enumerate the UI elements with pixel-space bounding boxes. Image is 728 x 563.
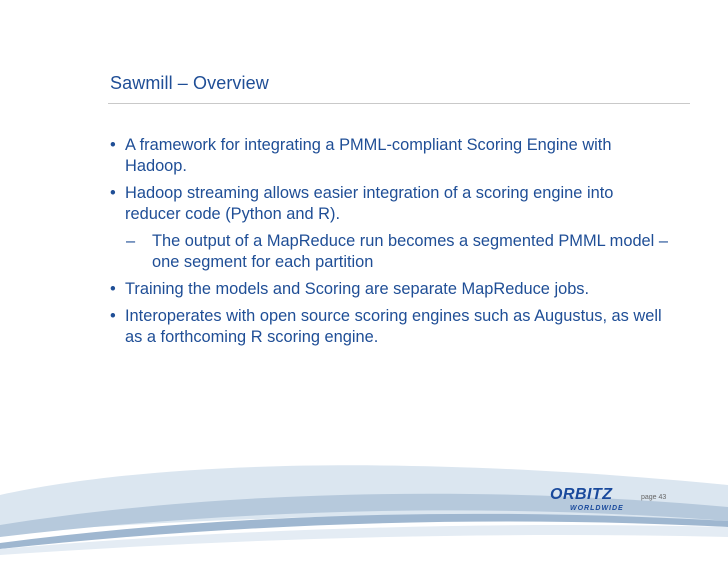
bullet-item [110, 279, 670, 300]
bullet-text: Interoperates with open source scoring engines such as Augustus, as well as a forthcoming R scoring engine. [125, 307, 662, 346]
sub-bullet-text: The output of a MapReduce run becomes a segmented PMML model – one segment for each partition [152, 232, 668, 271]
slide-title: Sawmill – Overview [110, 73, 269, 93]
orbitz-logo-subtext: WORLDWIDE [570, 505, 624, 512]
bullet-glyph: • [110, 280, 116, 298]
sub-bullet-item [110, 231, 670, 273]
bullet-glyph: • [110, 136, 116, 154]
title-divider [108, 103, 690, 104]
bullet-glyph: • [110, 184, 116, 202]
sub-bullet-glyph: – [126, 232, 136, 250]
bullet-list [110, 135, 670, 354]
orbitz-logo-text: ORBITZ [550, 486, 613, 503]
bullet-text: Hadoop streaming allows easier integration of a scoring engine into reducer code (Python and R). [125, 184, 614, 223]
bullet-text: Training the models and Scoring are separate MapReduce jobs. [125, 280, 590, 298]
bullet-glyph: • [110, 307, 116, 325]
swoosh-lower-band [0, 525, 728, 555]
orbitz-logo [548, 484, 638, 514]
bullet-text: A framework for integrating a PMML-compliant Scoring Engine with Hadoop. [125, 136, 612, 175]
bullet-item [110, 135, 670, 177]
bullet-item [110, 306, 670, 348]
page-number: page 43 [641, 494, 667, 501]
bullet-item [110, 183, 670, 225]
